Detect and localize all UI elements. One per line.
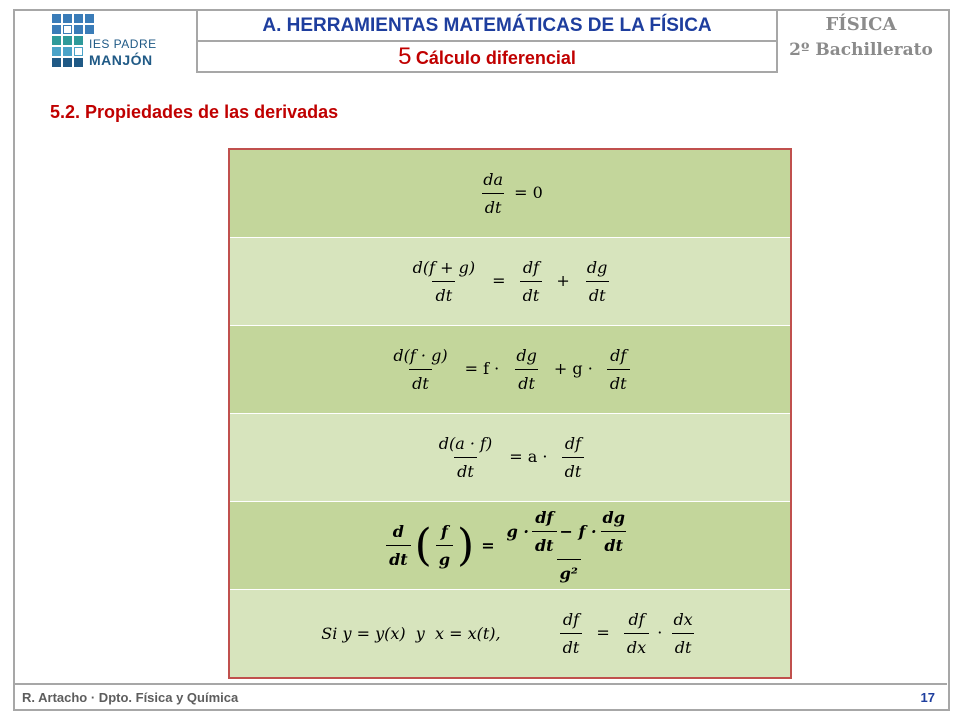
course-level: 2º Bachillerato	[789, 40, 933, 60]
section-title: 5.2. Propiedades de las derivadas	[50, 102, 339, 122]
formula-sum: $\frac{d(f + g)}{dt}$ = $\frac{df}{dt}$ + $\frac{dg}{dt}$	[412, 258, 608, 305]
formula-row-scalar	[230, 414, 790, 502]
formula-row-quotient	[230, 502, 790, 590]
chain-rule-condition: Si y = y(x) y x = x(t),	[321, 624, 501, 643]
formula-quotient: $\frac{d}{dt}$ ( $\frac{f}{g}$ ) = g · $\frac{df}{dt}$ − f · $\frac{dg}{dt}$ g²	[383, 508, 637, 583]
block-title: A. HERRAMIENTAS MATEMÁTICAS DE LA FÍSICA	[198, 11, 776, 42]
formula-product: $\frac{d(f \cdot g)}{dt}$ = f · $\frac{dg}{dt}$ + g · $\frac{df}{dt}$	[387, 346, 632, 393]
footer-author: R. Artacho · Dpto. Física y Química	[22, 690, 239, 705]
logo-text	[89, 36, 157, 68]
course-badge	[776, 9, 946, 69]
logo-line1: IES PADRE	[89, 37, 157, 51]
formula-chain-rule: $\frac{df}{dt}$ = $\frac{df}{dx}$ · $\frac{dx}{dt}$	[557, 610, 699, 657]
unit-title-text: Cálculo diferencial	[415, 48, 576, 68]
derivative-properties-table	[228, 148, 792, 679]
formula-row-sum	[230, 238, 790, 326]
logo-line2: MANJÓN	[89, 52, 153, 68]
header-title-box	[196, 9, 778, 73]
unit-title	[198, 42, 776, 71]
formula-constant: $\frac{da}{dt}$ = 0	[483, 170, 543, 217]
footer	[14, 683, 947, 710]
formula-row-product	[230, 326, 790, 414]
course-subject: FÍSICA	[825, 14, 897, 35]
formula-row-constant	[230, 150, 790, 238]
formula-scalar: $\frac{d(a \cdot f)}{dt}$ = a · $\frac{df}{dt}$	[433, 434, 588, 481]
page-number: 17	[920, 690, 935, 705]
unit-number: 5	[398, 43, 412, 70]
formula-row-chain-rule	[230, 590, 790, 677]
school-logo	[34, 10, 194, 72]
